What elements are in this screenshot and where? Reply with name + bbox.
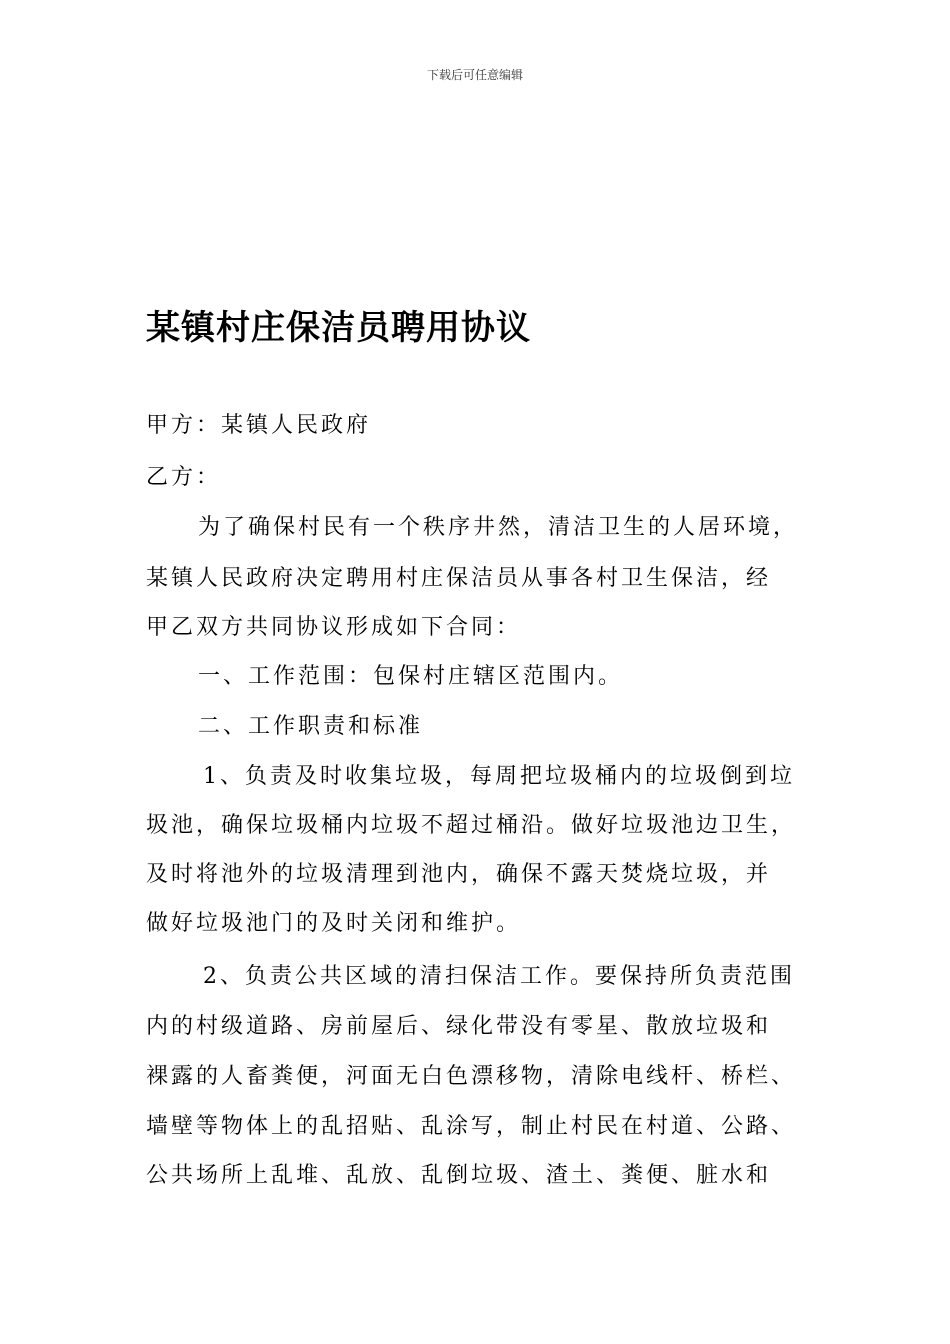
intro-line: 为了确保村民有一个秩序井然，清洁卫生的人居环境， xyxy=(198,515,799,540)
item-1-line: 及时将池外的垃圾清理到池内，确保不露天焚烧垃圾，并 xyxy=(146,862,772,887)
item-1-line: 做好垃圾池门的及时关闭和维护。 xyxy=(146,911,522,936)
item-2-line: 2、负责公共区域的清扫保洁工作。要保持所负责范围 xyxy=(203,964,795,989)
intro-line: 甲乙双方共同协议形成如下合同： xyxy=(146,615,522,640)
item-1-line: 圾池，确保垃圾桶内垃圾不超过桶沿。做好垃圾池边卫生， xyxy=(146,813,797,838)
document-title: 某镇村庄保洁员聘用协议 xyxy=(146,308,531,348)
header-note: 下载后可任意编辑 xyxy=(426,68,523,82)
section-1-heading: 一、工作范围：包保村庄辖区范围内。 xyxy=(198,664,624,689)
item-2-line: 公共场所上乱堆、乱放、乱倒垃圾、渣土、粪便、脏水和 xyxy=(146,1163,772,1188)
intro-line: 某镇人民政府决定聘用村庄保洁员从事各村卫生保洁，经 xyxy=(146,566,772,591)
item-2-line: 裸露的人畜粪便，河面无白色漂移物，清除电线杆、桥栏、 xyxy=(146,1064,797,1089)
item-1-line: 1、负责及时收集垃圾，每周把垃圾桶内的垃圾倒到垃 xyxy=(203,764,795,789)
party-b-line: 乙方： xyxy=(146,465,222,490)
party-a-line: 甲方：某镇人民政府 xyxy=(146,413,372,438)
item-2-line: 内的村级道路、房前屋后、绿化带没有零星、散放垃圾和 xyxy=(146,1014,772,1039)
section-2-heading: 二、工作职责和标准 xyxy=(198,714,424,739)
item-2-line: 墙壁等物体上的乱招贴、乱涂写，制止村民在村道、公路、 xyxy=(146,1114,797,1139)
